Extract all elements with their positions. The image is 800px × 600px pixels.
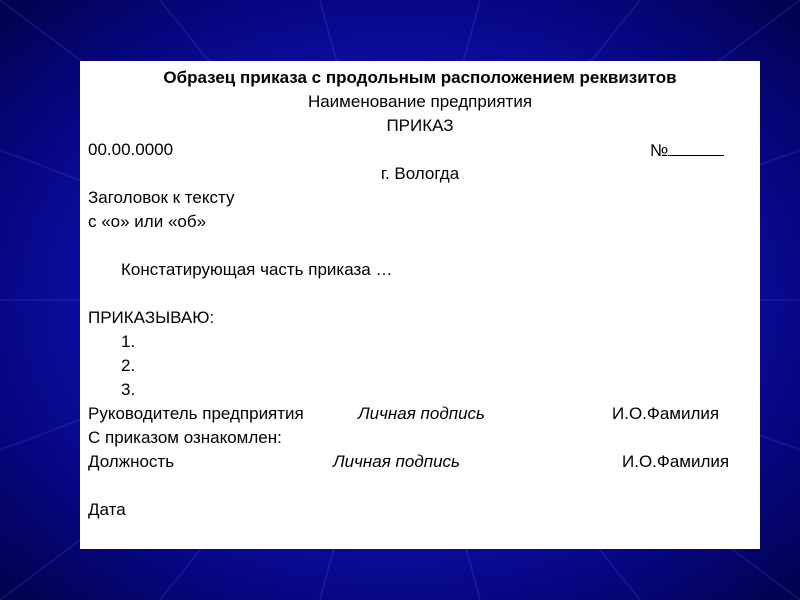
document-type: ПРИКАЗ (386, 116, 454, 135)
heading-line-1: Заголовок к тексту (88, 188, 235, 207)
list-item: 2. (121, 356, 136, 375)
position-signature: Личная подпись (333, 452, 460, 471)
date-label: Дата (88, 500, 126, 519)
head-signature: Личная подпись (358, 404, 485, 423)
statement-text: Констатирующая часть приказа … (121, 260, 393, 279)
acquainted-label: С приказом ознакомлен: (88, 428, 282, 447)
order-word: ПРИКАЗЫВАЮ: (88, 308, 215, 327)
document-title: Образец приказа с продольным расположением реквизитов (163, 68, 677, 87)
city: г. Вологда (380, 164, 460, 183)
head-name: И.О.Фамилия (612, 404, 720, 423)
organization-name: Наименование предприятия (307, 92, 533, 111)
document-date: 00.00.0000 (88, 140, 174, 159)
position-label: Должность (88, 452, 175, 471)
list-item: 3. (121, 380, 136, 399)
list-item: 1. (121, 332, 136, 351)
number-label: № (650, 141, 669, 160)
number-blank (668, 140, 724, 156)
head-title: Руководитель предприятия (88, 404, 304, 423)
heading-line-2: с «о» или «об» (88, 212, 207, 231)
document-number (650, 140, 724, 161)
position-name: И.О.Фамилия (622, 452, 730, 471)
document-sheet (80, 61, 760, 549)
